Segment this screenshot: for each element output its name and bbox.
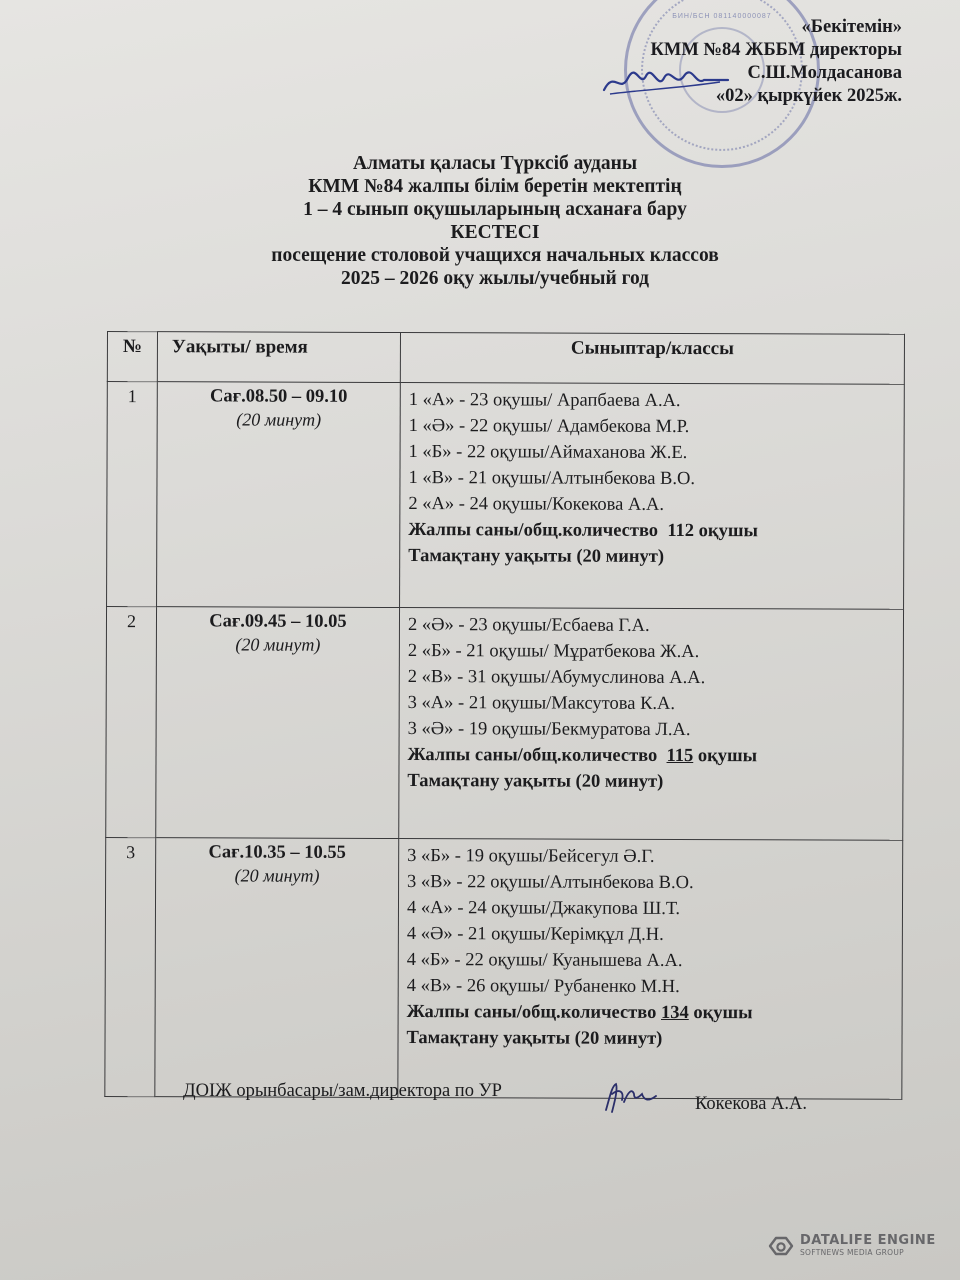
title-line-schedule: КЕСТЕСІ (450, 222, 540, 243)
deputy-name: Кокекова А.А. (695, 1094, 808, 1114)
row-number: 2 (106, 607, 157, 838)
watermark (768, 1234, 936, 1257)
total-unit: оқушы (698, 521, 758, 542)
class-entry: 4 «В» - 26 оқушы/ Рубаненко М.Н. (406, 976, 680, 998)
title-line-russian: посещение столовой учащихся начальных классов (271, 245, 719, 266)
title-line-city: Алматы қаласы Түрксіб ауданы (352, 153, 638, 174)
time-cell (157, 382, 401, 608)
header-number: № (107, 332, 157, 382)
title-line-subject: 1 – 4 сынып оқушыларының асханаға бару (303, 199, 687, 220)
time-range: Сағ.10.35 – 10.55 (208, 842, 346, 863)
table-header-row (107, 332, 904, 385)
class-entry: 3 «В» - 22 оқушы/Алтынбекова В.О. (407, 872, 694, 894)
title-line-year: 2025 – 2026 оқу жылы/учебный год (340, 268, 650, 289)
class-entry: 2 «Б» - 21 оқушы/ Мұратбекова Ж.А. (407, 641, 700, 663)
approval-heading: «Бекітемін» (801, 17, 902, 37)
deputy-position: ДОІЖ орынбасары/зам.директора по УР (183, 1081, 502, 1101)
deputy-signature-icon (598, 1080, 660, 1114)
approval-position: КММ №84 ЖББМ директоры (650, 40, 902, 60)
duration: (20 минут) (236, 409, 322, 430)
table-row (105, 837, 903, 1099)
title-line-school: КММ №84 жалпы білім беретін мектептің (308, 176, 682, 197)
time-range: Сағ.09.45 – 10.05 (209, 611, 347, 632)
table-row (106, 607, 904, 841)
class-entry: 2 «В» - 31 оқушы/Абумуслинова А.А. (407, 667, 706, 689)
total-unit: оқушы (693, 1003, 753, 1024)
watermark-title: DATALIFE ENGINE (800, 1233, 936, 1248)
class-entry: 1 «Ә» - 22 оқушы/ Адамбекова М.Р. (408, 416, 690, 438)
class-entry: 1 «В» - 21 оқушы/Алтынбекова В.О. (408, 468, 696, 490)
approval-director-name: С.Ш.Молдасанова (747, 63, 902, 83)
header-classes: Сыныптар/классы (400, 333, 904, 385)
class-entry: 4 «А» - 24 оқушы/Джакупова Ш.Т. (406, 898, 681, 920)
row-number: 3 (105, 837, 156, 1096)
time-cell (156, 607, 400, 839)
total-count: 134 (660, 1002, 689, 1024)
total-line (407, 999, 894, 1027)
class-entry: 4 «Б» - 22 оқушы/ Куанышева А.А. (406, 950, 683, 972)
total-label: Жалпы саны/общ.количество (407, 745, 658, 766)
total-unit: оқушы (697, 746, 758, 767)
class-entry: 1 «Б» - 22 оқушы/Аймаханова Ж.Е. (408, 442, 688, 464)
class-entry: 3 «А» - 21 оқушы/Максутова К.А. (407, 693, 676, 714)
time-range: Сағ.08.50 – 09.10 (210, 386, 348, 407)
time-cell (155, 838, 399, 1098)
total-label: Жалпы саны/общ.количество (408, 520, 659, 541)
total-count: 112 (667, 520, 695, 542)
meal-time: Тамақтану уақыты (20 минут) (406, 1028, 663, 1049)
stamp-text: БИН/БСН 081140000087 (672, 13, 772, 20)
class-entry: 3 «Б» - 19 оқушы/Бейсегул Ә.Г. (407, 846, 655, 867)
schedule-table (104, 331, 905, 1100)
classes-cell (400, 383, 905, 610)
class-entry: 2 «Ә» - 23 оқушы/Есбаева Г.А. (407, 615, 650, 636)
row-number: 1 (107, 382, 158, 607)
class-entry: 3 «Ә» - 19 оқушы/Бекмуратова Л.А. (407, 719, 691, 741)
approval-date: «02» қыркүйек 2025ж. (715, 86, 902, 106)
class-entry: 1 «А» - 23 оқушы/ Арапбаева А.А. (408, 390, 681, 412)
document-title (0, 152, 960, 290)
classes-cell (398, 839, 903, 1100)
meal-time: Тамақтану уақыты (20 минут) (407, 771, 664, 792)
header-time: Уақыты/ время (157, 332, 400, 383)
watermark-subtitle: SOFTNEWS MEDIA GROUP (800, 1248, 904, 1257)
total-line (408, 517, 895, 545)
class-entry: 2 «А» - 24 оқушы/Кокекова А.А. (408, 494, 665, 515)
class-entry: 4 «Ә» - 21 оқушы/Керімқұл Д.Н. (406, 924, 664, 945)
classes-cell (399, 608, 904, 841)
meal-time: Тамақтану уақыты (20 минут) (408, 546, 665, 567)
datalife-logo-icon (768, 1235, 794, 1257)
total-count: 115 (666, 745, 694, 767)
total-label: Жалпы саны/общ.количество (406, 1002, 657, 1023)
total-line (407, 742, 894, 770)
approval-block (650, 16, 902, 108)
duration: (20 минут) (234, 865, 320, 886)
table-row (107, 382, 905, 610)
duration: (20 минут) (235, 634, 321, 655)
